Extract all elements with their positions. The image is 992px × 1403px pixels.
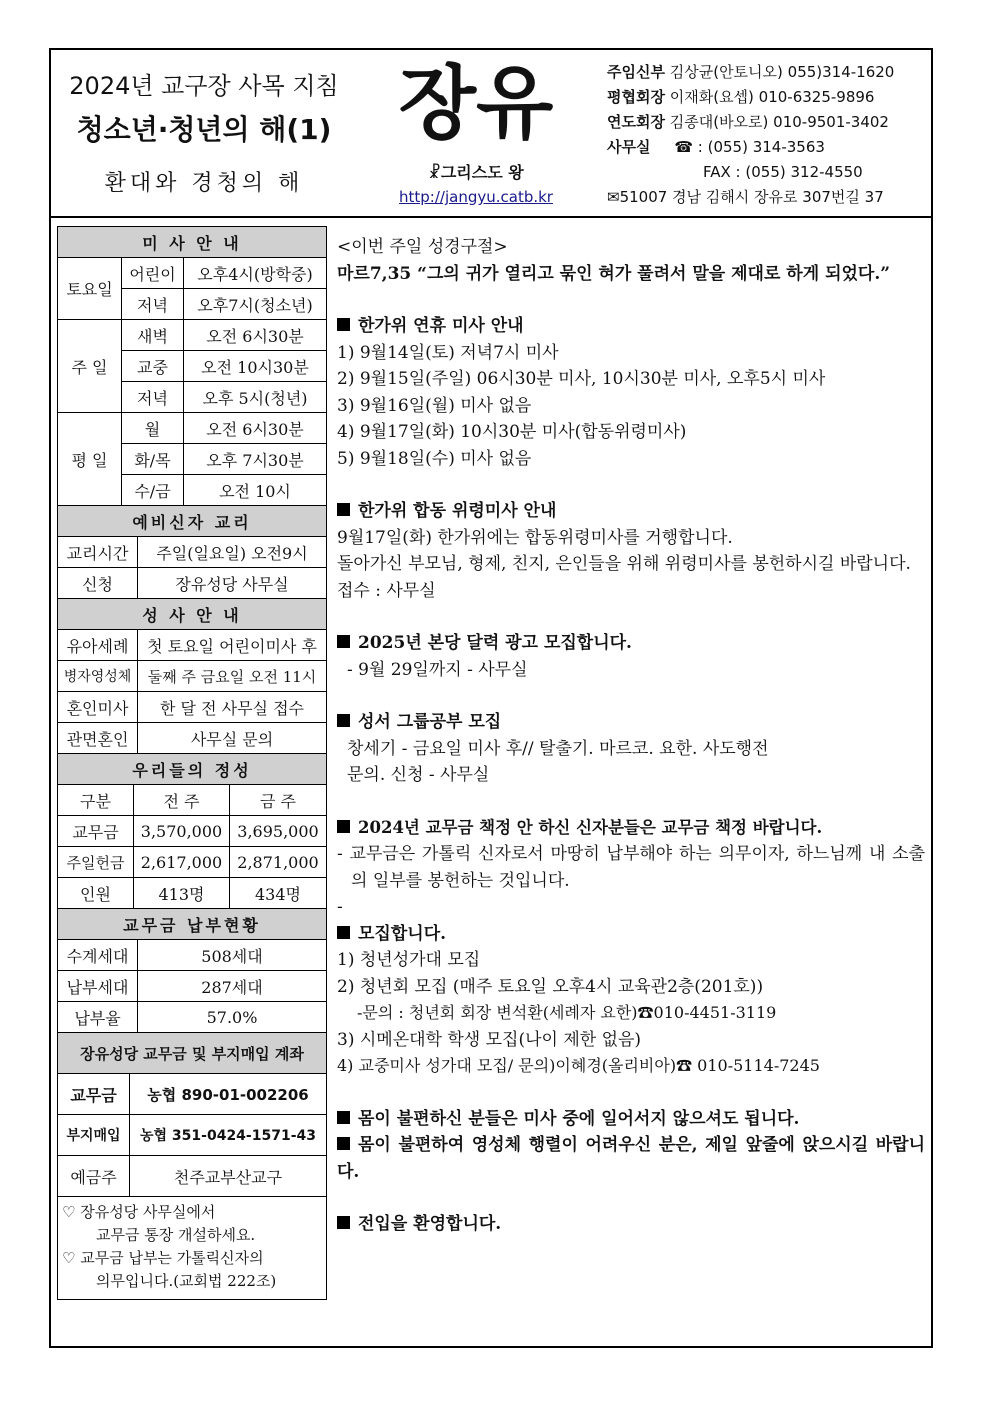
list-item: 5) 9월18일(수) 미사 없음 [337, 448, 532, 469]
cell-value: 3,695,000 [230, 816, 327, 847]
catechumen-table [57, 505, 327, 599]
account-holder: 천주교부산교구 [130, 1156, 327, 1197]
bullet-square-icon [337, 1216, 350, 1229]
bullet-square-icon [337, 318, 350, 331]
row-label: 교무금 [58, 1074, 130, 1115]
pastoral-theme: 청소년·청년의 해(1) [76, 113, 332, 146]
list-item: 3) 시메온대학 학생 모집(나이 제한 없음) [337, 1029, 642, 1050]
mass-slot: 저녁 [122, 382, 184, 413]
paragraph: 돌아가신 부모님, 형제, 친지, 은인들을 위해 위령미사를 봉헌하시길 바랍니다. [337, 554, 911, 574]
row-value: 한 달 전 사무실 접수 [138, 692, 327, 723]
sidebar [57, 226, 327, 1300]
section-heading: 2024년 교무금 책정 안 하신 신자분들은 교무금 책정 바랍니다. [337, 815, 925, 842]
row-value: 둘째 주 금요일 오전 11시 [138, 661, 327, 692]
note-line: ♡ 교무금 납부는 가톨릭신자의 [62, 1249, 264, 1267]
row-label: 인원 [58, 878, 134, 909]
day-label: 주 일 [58, 320, 122, 413]
section-heading: 몸이 불편하신 분들은 미사 중에 일어서지 않으셔도 됩니다. [337, 1106, 925, 1133]
parish-title: 장유 [398, 57, 554, 150]
paragraph: - 교무금은 가톨릭 신자로서 마땅히 납부해야 하는 의무이자, 하느님께 내 소출의 일부를 봉헌하는 것입니다. [337, 844, 925, 891]
bullet-square-icon [337, 1111, 350, 1124]
section-heading: 모집합니다. [337, 921, 925, 948]
verse-heading: <이번 주일 성경구절> [337, 237, 508, 257]
contact-row: FAX : (055) 312-4550 [703, 163, 863, 181]
bullet-square-icon [337, 1137, 350, 1150]
row-label: 신청 [58, 568, 138, 599]
cell-value: 2,617,000 [134, 847, 230, 878]
bullet-square-icon [337, 820, 350, 833]
column-header: 전 주 [134, 785, 230, 816]
row-label: 납부율 [58, 1002, 138, 1033]
note-line: 의무입니다.(교회법 222조) [96, 1272, 277, 1290]
gospel-verse: 마르7,35 “그의 귀가 열리고 묶인 혀가 풀려서 말을 제대로 하게 되었다.” [337, 263, 891, 284]
mass-slot: 월 [122, 413, 184, 444]
bullet-square-icon [337, 714, 350, 727]
account-table [57, 1032, 327, 1197]
mass-time: 오전 10시30분 [184, 351, 327, 382]
paragraph: - 9월 29일까지 - 사무실 [347, 659, 528, 680]
row-value: 주일(일요일) 오전9시 [138, 537, 327, 568]
row-value: 장유성당 사무실 [138, 568, 327, 599]
notes-box [57, 1197, 327, 1300]
contact-block [607, 60, 929, 210]
column-header: 금 주 [230, 785, 327, 816]
contact-row: 사무실 ☎ : (055) 314-3563 [607, 138, 825, 156]
bullet-square-icon [337, 926, 350, 939]
mass-time: 오후 7시30분 [184, 444, 327, 475]
cell-value: 413명 [134, 878, 230, 909]
list-item: 2) 청년회 모집 (매주 토요일 오후4시 교육관2층(201호)) [337, 976, 764, 997]
list-item: 1) 9월14일(토) 저녁7시 미사 [337, 342, 559, 363]
mass-time: 오후4시(방학중) [184, 258, 327, 289]
feast-name: ☧그리스도 왕 [428, 163, 524, 182]
dues-status-table [57, 908, 327, 1033]
paragraph: - [337, 897, 343, 917]
column-header: 구분 [58, 785, 134, 816]
pastoral-guideline-year: 2024년 교구장 사목 지침 [69, 72, 339, 100]
list-item: 4) 교중미사 성가대 모집/ 문의)이혜경(올리비아)☎ 010-5114-7245 [337, 1056, 820, 1075]
row-label: 관면혼인 [58, 723, 138, 754]
section-title: 미 사 안 내 [58, 227, 327, 258]
list-item: 1) 청년성가대 모집 [337, 950, 481, 970]
list-item: -문의 : 청년회 회장 변석환(세례자 요한)☎010-4451-3119 [357, 1003, 777, 1022]
section-heading: 한가위 합동 위령미사 안내 [337, 498, 925, 525]
list-item: 4) 9월17일(화) 10시30분 미사(합동위령미사) [337, 422, 687, 442]
row-label: 혼인미사 [58, 692, 138, 723]
section-title: 교무금 납부현황 [58, 909, 327, 940]
pastoral-subtitle: 환대와 경청의 해 [104, 171, 304, 196]
mass-schedule-table [57, 226, 327, 506]
section-heading: 전입을 환영합니다. [337, 1211, 925, 1238]
row-value: 57.0% [138, 1002, 327, 1033]
bulletin-header [51, 50, 931, 218]
note-line: 교무금 통장 개설하세요. [96, 1226, 256, 1244]
mass-slot: 새벽 [122, 320, 184, 351]
mass-time: 오전 6시30분 [184, 413, 327, 444]
bullet-square-icon [337, 635, 350, 648]
mass-slot: 화/목 [122, 444, 184, 475]
section-title: 우리들의 정성 [58, 754, 327, 785]
row-label: 예금주 [58, 1156, 130, 1197]
row-label: 수계세대 [58, 940, 138, 971]
offering-table [57, 753, 327, 909]
cell-value: 434명 [230, 878, 327, 909]
section-heading: 몸이 불편하여 영성체 행렬이 어려우신 분은, 제일 앞줄에 앉으시길 바랍니다. [337, 1135, 925, 1182]
section-title: 장유성당 교무금 및 부지매입 계좌 [58, 1033, 327, 1074]
row-value: 사무실 문의 [138, 723, 327, 754]
day-label: 평 일 [58, 413, 122, 506]
contact-row: ✉51007 경남 김해시 장유로 307번길 37 [607, 188, 884, 206]
mass-slot: 저녁 [122, 289, 184, 320]
row-value: 첫 토요일 어린이미사 후 [138, 630, 327, 661]
mass-slot: 수/금 [122, 475, 184, 506]
bullet-square-icon [337, 503, 350, 516]
mass-time: 오전 10시 [184, 475, 327, 506]
list-item: 2) 9월15일(주일) 06시30분 미사, 10시30분 미사, 오후5시 미사 [337, 369, 826, 389]
account-number: 농협 890-01-002206 [130, 1074, 327, 1115]
contact-row: 연도회장 김종대(바오로) 010-9501-3402 [607, 113, 889, 131]
list-item: 3) 9월16일(월) 미사 없음 [337, 395, 532, 416]
section-heading: 성서 그룹공부 모집 [337, 709, 925, 736]
row-label: 교무금 [58, 816, 134, 847]
row-label: 교리시간 [58, 537, 138, 568]
account-number: 농협 351-0424-1571-43 [130, 1115, 327, 1156]
sacrament-table [57, 598, 327, 754]
row-label: 납부세대 [58, 971, 138, 1002]
row-label: 유아세례 [58, 630, 138, 661]
row-label: 병자영성체 [58, 661, 138, 692]
paragraph: 9월17일(화) 한가위에는 합동위령미사를 거행합니다. [337, 527, 733, 548]
mass-slot: 교중 [122, 351, 184, 382]
contact-row: 평협회장 이재화(요셉) 010-6325-9896 [607, 88, 875, 106]
section-title: 성 사 안 내 [58, 599, 327, 630]
contact-row: 주임신부 김상균(안토니오) 055)314-1620 [607, 63, 895, 81]
mass-time: 오후7시(청소년) [184, 289, 327, 320]
paragraph: 문의. 신청 - 사무실 [347, 765, 490, 785]
section-heading: 2025년 본당 달력 광고 모집합니다. [337, 630, 925, 657]
paragraph: 접수 : 사무실 [337, 580, 436, 601]
bulletin-frame [49, 48, 933, 1348]
note-line: ♡ 장유성당 사무실에서 [62, 1203, 216, 1221]
row-value: 287세대 [138, 971, 327, 1002]
parish-url-link[interactable]: http://jangyu.catb.kr [399, 188, 553, 206]
section-heading: 한가위 연휴 미사 안내 [337, 313, 925, 340]
mass-slot: 어린이 [122, 258, 184, 289]
cell-value: 3,570,000 [134, 816, 230, 847]
row-label: 주일헌금 [58, 847, 134, 878]
row-label: 부지매입 [58, 1115, 130, 1156]
announcements [337, 234, 925, 1238]
cell-value: 2,871,000 [230, 847, 327, 878]
section-title: 예비신자 교리 [58, 506, 327, 537]
day-label: 토요일 [58, 258, 122, 320]
mass-time: 오전 6시30분 [184, 320, 327, 351]
mass-time: 오후 5시(청년) [184, 382, 327, 413]
paragraph: 창세기 - 금요일 미사 후// 탈출기. 마르코. 요한. 사도행전 [347, 738, 769, 759]
row-value: 508세대 [138, 940, 327, 971]
